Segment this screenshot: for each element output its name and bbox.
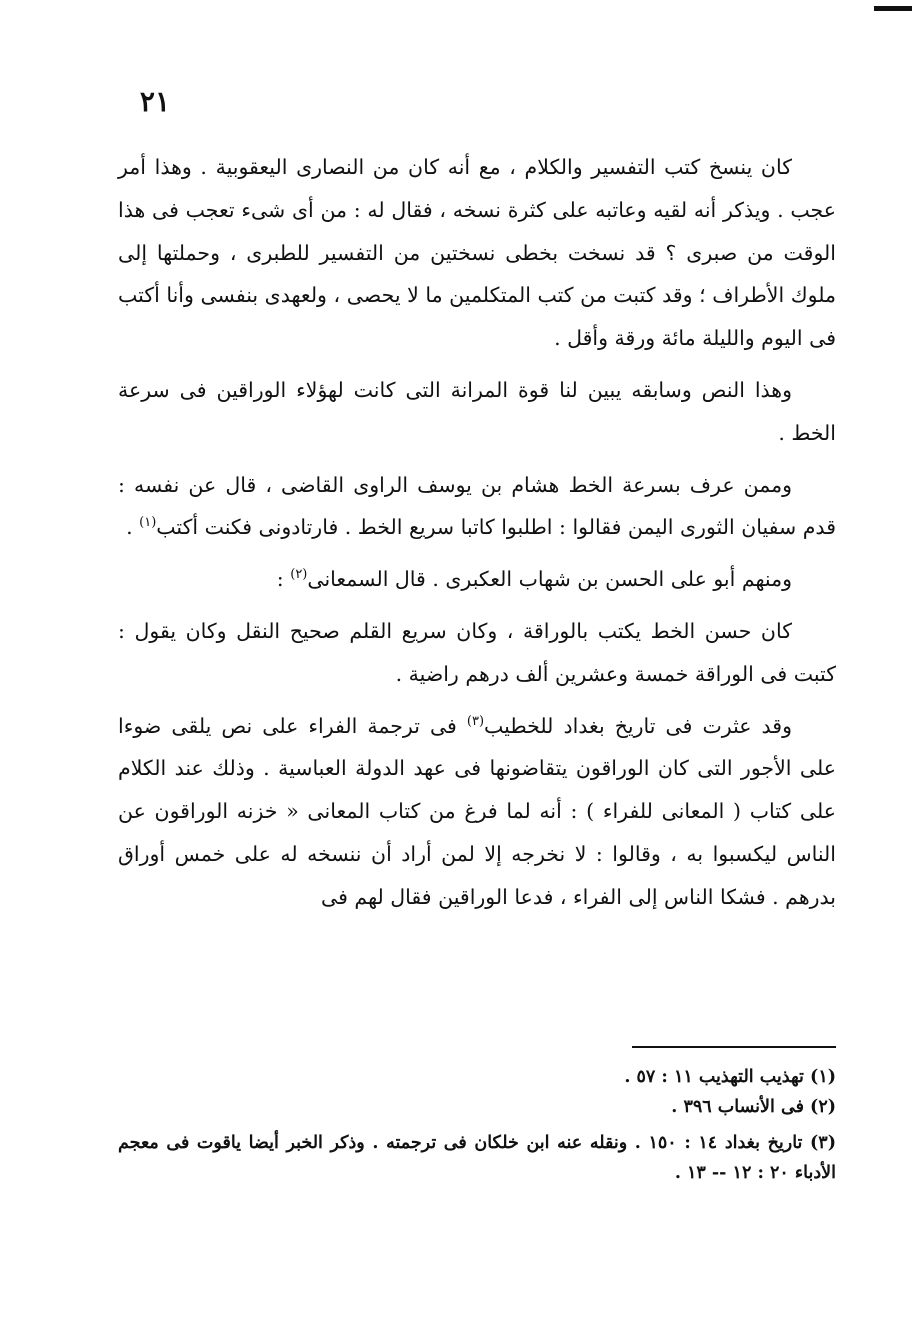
footnotes <box>118 1062 836 1188</box>
page-corner-mark <box>874 6 912 11</box>
paragraph-6-rest: فى ترجمة الفراء على نص يلقى ضوءا على الأجور التى كان الوراقون يتقاضونها فى عهد الدولة العباسية . وذلك عند الكلام على كتاب ( المعانى للفراء ) : أنه لما فرغ من كتاب المعانى « خزنه الوراقون عن الناس ليكسبوا به ، وقالوا : لا نخرجه إلا لمن أراد أن ننسخه له على خمس أوراق بدرهم . فشكا الناس إلى الفراء ، فدعا الوراقين فقال لهم فى <box>118 713 836 909</box>
paragraph-6-start: وقد عثرت فى تاريخ بغداد للخطيب <box>484 713 792 738</box>
paragraph-4 <box>118 558 836 601</box>
paragraph-3-end: . <box>126 515 140 540</box>
paragraph-4-text: ومنهم أبو على الحسن بن شهاب العكبرى . قال السمعانى <box>307 567 792 592</box>
footnote-ref-3: (٣) <box>466 713 485 729</box>
paragraph-6 <box>118 705 836 919</box>
footnote-separator <box>632 1046 836 1048</box>
footnote-ref-2: (٢) <box>290 567 308 583</box>
footnote-ref-1: (١) <box>139 515 157 531</box>
paragraph-4-end: : <box>276 567 291 592</box>
paragraph-5: كان حسن الخط يكتب بالوراقة ، وكان سريع القلم صحيح النقل وكان يقول : كتبت فى الوراقة خمسة وعشرين ألف درهم راضية . <box>118 618 836 686</box>
paragraph-2: وهذا النص وسابقه يبين لنا قوة المرانة التى كانت لهؤلاء الوراقين فى سرعة الخط . <box>118 377 836 445</box>
paragraph-3-text: وممن عرف بسرعة الخط هشام بن يوسف الراوى القاضى ، قال عن نفسه : قدم سفيان الثورى اليمن فقالوا : اطلبوا كاتبا سريع الخط . فارتادونى فكنت أكتب <box>118 472 836 540</box>
book-page <box>118 0 836 1323</box>
page-number: ٢١ <box>139 85 170 118</box>
footnote-1: (١) تهذيب التهذيب ١١ : ٥٧ . <box>624 1067 836 1087</box>
paragraph-1: كان ينسخ كتب التفسير والكلام ، مع أنه كان من النصارى اليعقوبية . وهذا أمر عجب . ويذكر أنه لقيه وعاتبه على كثرة نسخه ، فقال له : من أى شىء تعجب فى هذا الوقت من صبرى ؟ قد نسخت بخطى نسختين من التفسير للطبرى ، وحملتها إلى ملوك الأطراف ؛ وقد كتبت من كتب المتكلمين ما لا يحصى ، ولعهدى بنفسى وأنا أكتب فى اليوم والليلة مائة ورقة وأقل . <box>118 155 836 351</box>
main-text <box>118 146 836 919</box>
footnote-3: (٣) تاريخ بغداد ١٤ : ١٥٠ . ونقله عنه ابن خلكان فى ترجمته . وذكر الخبر أيضا ياقوت فى معجم الأدباء ٢٠ : ١٢ -- ١٣ . <box>118 1133 836 1183</box>
paragraph-3 <box>118 464 836 550</box>
footnote-2: (٢) فى الأنساب ٣٩٦ . <box>671 1097 836 1117</box>
